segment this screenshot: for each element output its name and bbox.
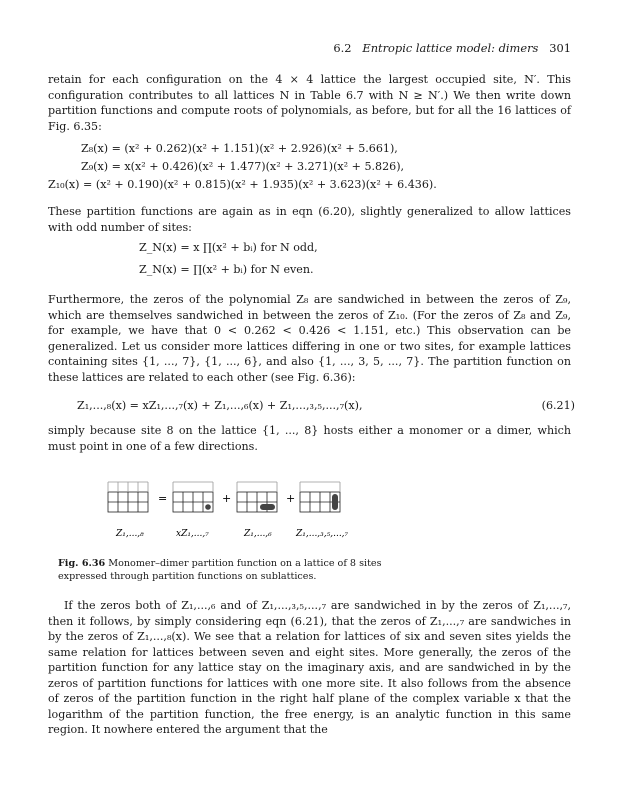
figure-6-36 — [100, 478, 360, 550]
plus-sign-1: + — [222, 492, 232, 505]
horizontal-dimer — [260, 504, 275, 510]
paragraph-2: These partition functions are again as in eqn (6.20), slightly generalized to allow lattices with odd number of sites: — [48, 205, 571, 234]
paragraph-4: simply because site 8 on the lattice {1, ..., 8} hosts either a monomer or a dimer, which must point in one of a few directions. — [48, 424, 571, 453]
equation-6-21: Z₁,...,₈(x) = xZ₁,...,₇(x) + Z₁,...,₆(x) + Z₁,...,₃,₅,...,₇(x), — [77, 399, 363, 412]
paragraph-3: Furthermore, the zeros of the polynomial Z₈ are sandwiched in between the zeros of Z₉, which are themselves sandwiched in between the zeros of Z₁₀. (For the zeros of Z₈ and Z₉, for example, we have that 0 < 0.262 < 0.426 < 1.151, etc.) This observation can be generalized. Let us consider more lattices differing in one or two sites, for example lattices containing sites {1, ..., 7}, {1, ..., 6}, and also {1, ..., 3, 5, ..., 7}. The partition function on these lattices are related to each other (see Fig. 6.36): — [48, 293, 571, 384]
figure-label-2: xZ₁,...,₇ — [176, 529, 209, 539]
figure-label-3: Z₁,...,₆ — [244, 529, 272, 539]
equation-z9: Z₉(x) = x(x² + 0.426)(x² + 1.477)(x² + 3.271)(x² + 5.826), — [81, 160, 405, 173]
equals-sign: = — [158, 492, 168, 505]
section-title: Entropic lattice model: dimers — [362, 41, 539, 55]
equation-z10: Z₁₀(x) = (x² + 0.190)(x² + 0.815)(x² + 1.935)(x² + 3.623)(x² + 6.436). — [48, 178, 437, 191]
monomer-dot — [205, 504, 211, 510]
paragraph-5: If the zeros both of Z₁,...,₆ and of Z₁,...,₃,₅,...,₇ are sandwiched in by the zeros of Z₁,...,₇, then it follows, by simply considering eqn (6.21), that the zeros of Z₁,...,₇ are sandwiches in by the zeros of Z₁,...,₈(x). We see that a relation for lattices of six and seven sites yields the same relation for lattices between seven and eight sites. More generally, the zeros of the partition function for any lattice stay on the imaginary axis, and are sandwiched in by the zeros of partition functions for lattices with one more site. It also follows from the absence of zeros of the partition function in the right half plane of the complex variable x that the logarithm of the partition function, the free energy, is an analytic function in this same region. It nowhere entered the argument that the — [48, 599, 571, 736]
caption-text: Monomer–dimer partition function on a lattice of 8 sites expressed through partition functions on sublattices. — [58, 558, 382, 582]
plus-sign-2: + — [286, 492, 296, 505]
figure-label-1: Z₁,...,₈ — [116, 529, 144, 539]
caption-label: Fig. 6.36 — [58, 558, 106, 569]
section-number: 6.2 — [333, 41, 352, 55]
page-number: 301 — [549, 41, 571, 55]
paragraph-1: retain for each configuration on the 4 × 4 lattice the largest occupied site, N′. This configuration contributes to all lattices N in Table 6.7 with N ≥ N′.) We then write down partition functions and compute roots of polynomials, as before, but for all the 16 lattices of Fig. 6.35: — [48, 73, 571, 133]
vertical-dimer — [332, 494, 338, 510]
figure-label-4: Z₁,...,₃,₅,...,₇ — [296, 529, 349, 539]
equation-zn-odd: Z_N(x) = x ∏(x² + bᵢ) for N odd, — [139, 241, 318, 254]
equation-zn-even: Z_N(x) = ∏(x² + bᵢ) for N even. — [139, 263, 314, 276]
figure-caption — [58, 557, 418, 583]
equation-z8: Z₈(x) = (x² + 0.262)(x² + 1.151)(x² + 2.926)(x² + 5.661), — [81, 142, 398, 155]
equation-number: (6.21) — [541, 399, 575, 412]
running-header — [48, 41, 571, 55]
lattice-full — [108, 482, 148, 512]
